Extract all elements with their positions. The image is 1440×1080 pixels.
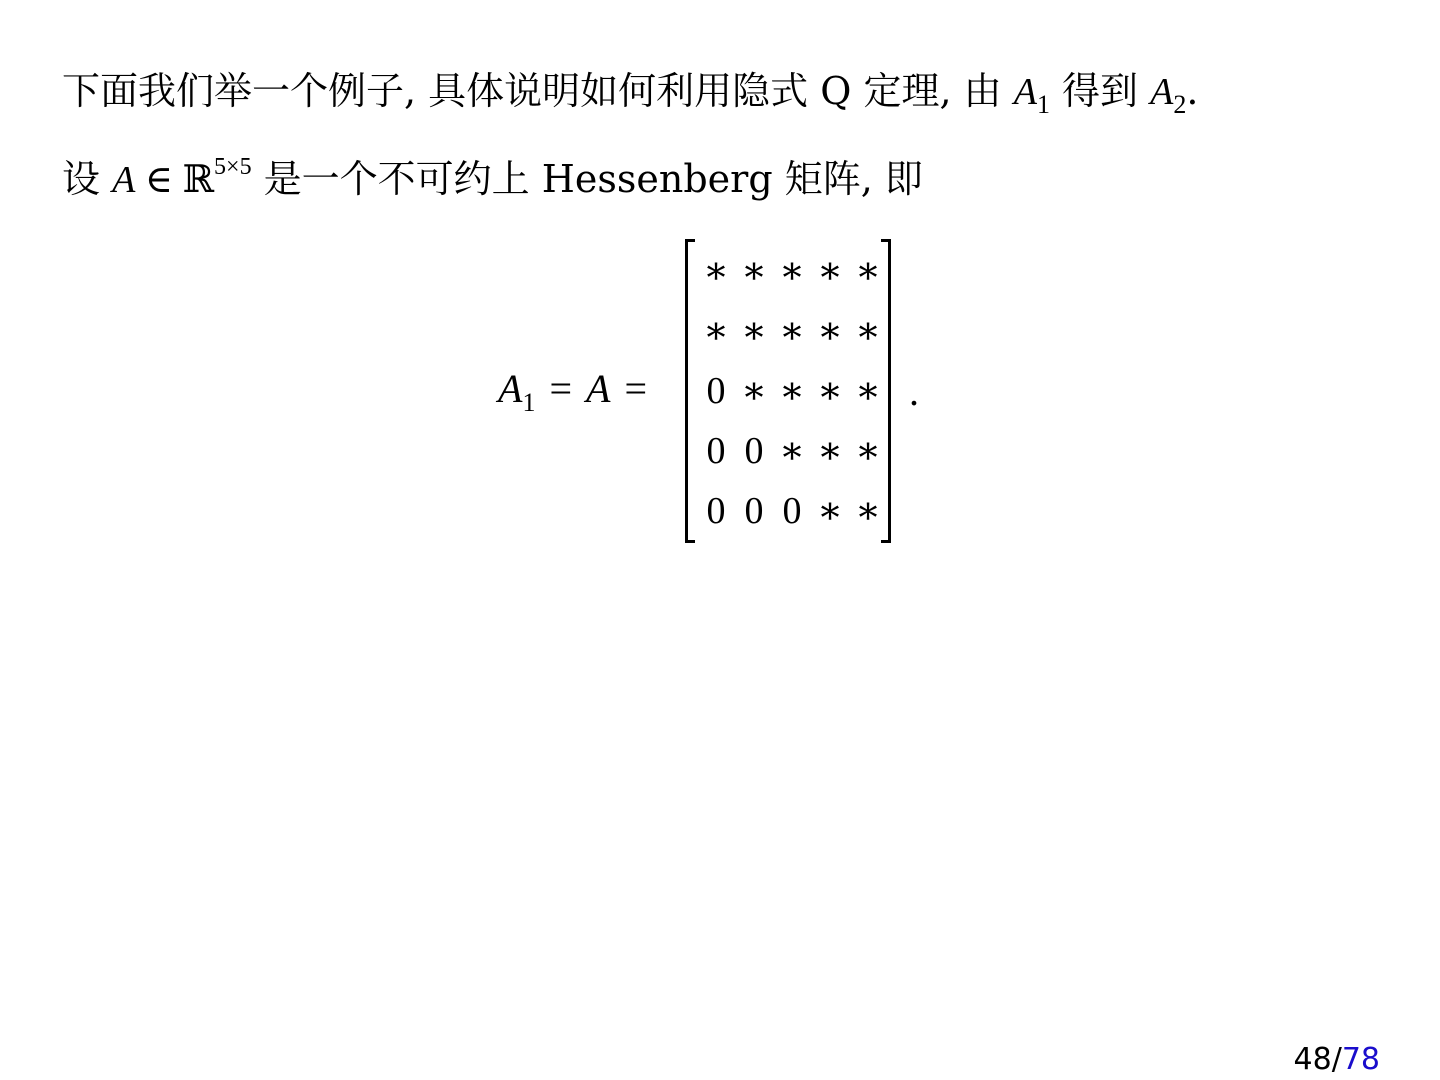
- matrix-cell: ∗: [855, 310, 881, 352]
- matrix-cell: ∗: [817, 310, 843, 352]
- definition-text-rest: 是一个不可约上 Hessenberg 矩阵, 即: [251, 157, 923, 201]
- matrix-row: [697, 241, 887, 301]
- intro-text: 下面我们举一个例子, 具体说明如何利用隐式 Q 定理, 由: [62, 69, 1014, 113]
- matrix-equation: [498, 236, 919, 546]
- matrix-cell: ∗: [817, 430, 843, 472]
- intro-text-end: .: [1186, 69, 1199, 113]
- intro-text-mid: 得到: [1049, 69, 1151, 113]
- matrix-cell: 0: [706, 490, 726, 532]
- page-separator: /: [1331, 1042, 1342, 1077]
- matrix-cell: ∗: [741, 310, 767, 352]
- matrix-cell: ∗: [817, 370, 843, 412]
- matrix-cell: 0: [744, 430, 764, 472]
- matrix-cell: ∗: [817, 250, 843, 292]
- matrix-cell: ∗: [779, 430, 805, 472]
- matrix-row: [697, 361, 887, 421]
- equation-period: .: [909, 368, 919, 414]
- matrix-cell: ∗: [703, 310, 729, 352]
- matrix-cell: ∗: [855, 490, 881, 532]
- matrix-cell: ∗: [855, 370, 881, 412]
- matrix-cell: 0: [706, 370, 726, 412]
- definition-line: [62, 142, 923, 205]
- intro-line: [62, 66, 1198, 130]
- matrix-cell: ∗: [741, 250, 767, 292]
- matrix-cell: ∗: [741, 370, 767, 412]
- matrix-cell: 0: [744, 490, 764, 532]
- matrix-cell: ∗: [779, 370, 805, 412]
- page-total[interactable]: 78: [1341, 1042, 1380, 1077]
- hessenberg-matrix: [685, 239, 891, 543]
- math-a: A: [112, 159, 136, 201]
- matrix-row: [697, 421, 887, 481]
- math-in: ∈: [135, 159, 183, 201]
- matrix-row: [697, 301, 887, 361]
- matrix-cell: ∗: [817, 490, 843, 532]
- page-current: 48: [1293, 1042, 1332, 1077]
- matrix-cell: ∗: [779, 250, 805, 292]
- matrix-cell: ∗: [855, 250, 881, 292]
- matrix-cell: 0: [782, 490, 802, 532]
- equation-lhs: $A_1 = A$ =: [498, 365, 647, 417]
- matrix-cell: ∗: [779, 310, 805, 352]
- matrix-row: [697, 481, 887, 541]
- math-a2: $A_2$: [1150, 71, 1187, 119]
- definition-text: 设: [62, 157, 113, 201]
- matrix-cell: ∗: [703, 250, 729, 292]
- page-number: [1294, 1040, 1380, 1080]
- math-a1: $A_1$: [1013, 71, 1050, 119]
- math-real-set: ℝ$^{5\times 5}$: [182, 154, 252, 201]
- matrix-cell: ∗: [855, 430, 881, 472]
- left-bracket: [685, 239, 695, 543]
- matrix-cell: 0: [706, 430, 726, 472]
